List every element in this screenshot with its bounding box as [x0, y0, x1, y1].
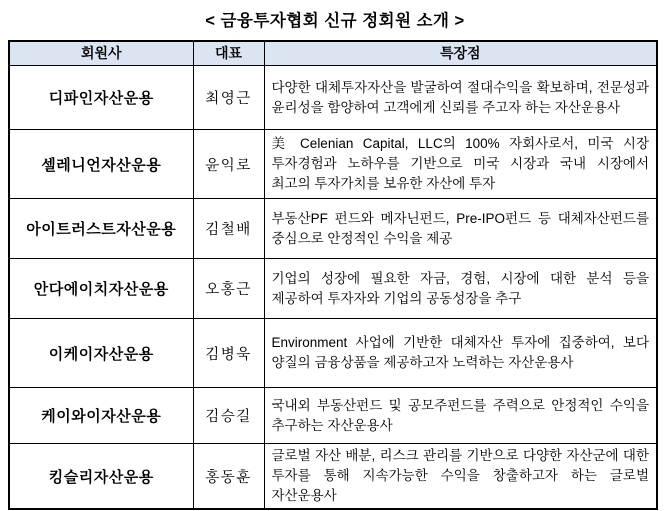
table-row — [9, 388, 657, 444]
table-row — [9, 319, 657, 388]
table-row — [9, 199, 657, 259]
company-cell: 디파인자산운용 — [9, 66, 193, 130]
table-row — [9, 130, 657, 199]
description-cell: 다양한 대체투자자산을 발굴하여 절대수익을 확보하며, 전문성과 윤리성을 함양하여 고객에게 신뢰를 주고자 하는 자산운용사 — [264, 66, 657, 130]
description-cell: 국내외 부동산펀드 및 공모주펀드를 주력으로 안정적인 수익을 추구하는 자산운용사 — [264, 388, 657, 444]
ceo-cell: 윤익로 — [193, 130, 264, 199]
ceo-cell: 오홍근 — [193, 259, 264, 319]
header-row — [9, 41, 657, 66]
description-cell: 글로벌 자산 배분, 리스크 관리를 기반으로 다양한 자산군에 대한 투자를 통해 지속가능한 수익을 창출하고자 하는 글로벌 자산운용사 — [264, 444, 657, 510]
company-cell: 킹슬리자산운용 — [9, 444, 193, 510]
company-cell: 셀레니언자산운용 — [9, 130, 193, 199]
table-row — [9, 259, 657, 319]
company-cell: 안다에이치자산운용 — [9, 259, 193, 319]
ceo-cell: 김승길 — [193, 388, 264, 444]
company-cell: 케이와이자산운용 — [9, 388, 193, 444]
column-header-features: 특장점 — [264, 41, 657, 66]
page-title: < 금융투자협회 신규 정회원 소개 > — [205, 12, 465, 30]
members-table — [8, 40, 658, 510]
column-header-company: 회원사 — [9, 41, 193, 66]
table-header — [9, 41, 657, 66]
table-row — [9, 444, 657, 510]
table-row — [9, 66, 657, 130]
ceo-cell: 최영근 — [193, 66, 264, 130]
ceo-cell: 김병욱 — [193, 319, 264, 388]
description-cell: Environment 사업에 기반한 대체자산 투자에 집중하여, 보다 양질의 금융상품을 제공하고자 노력하는 자산운용사 — [264, 319, 657, 388]
company-cell: 이케이자산운용 — [9, 319, 193, 388]
company-cell: 아이트러스트자산운용 — [9, 199, 193, 259]
description-cell: 부동산PF 펀드와 메자닌펀드, Pre-IPO펀드 등 대체자산펀드를 중심으로 안정적인 수익을 제공 — [264, 199, 657, 259]
ceo-cell: 홍동훈 — [193, 444, 264, 510]
description-cell: 美 Celenian Capital, LLC의 100% 자회사로서, 미국 시장 투자경험과 노하우를 기반으로 미국 시장과 국내 시장에서 최고의 투자가치를 보유한 자산에 투자 — [264, 130, 657, 199]
table-body — [9, 66, 657, 510]
description-cell: 기업의 성장에 필요한 자금, 경험, 시장에 대한 분석 등을 제공하여 투자자와 기업의 공동성장을 추구 — [264, 259, 657, 319]
ceo-cell: 김철배 — [193, 199, 264, 259]
column-header-ceo: 대표 — [193, 41, 264, 66]
